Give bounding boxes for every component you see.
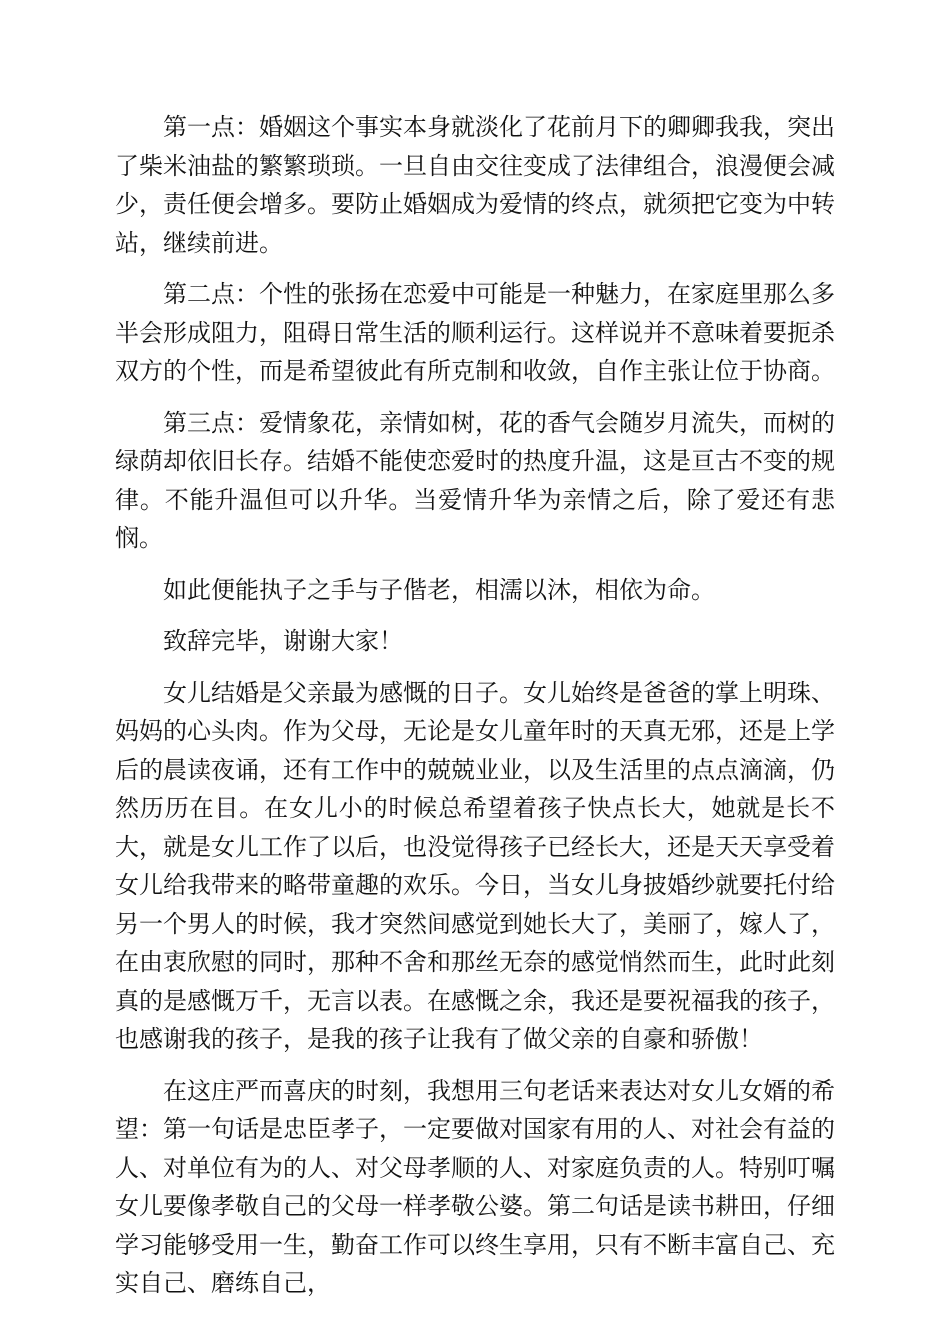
paragraph-closing: 致辞完毕，谢谢大家！	[163, 627, 403, 655]
paragraph-father-speech: 女儿结婚是父亲最为感慨的日子。女儿始终是爸爸的掌上明珠、妈妈的心头肉。作为父母，无论是女儿童年时的天真无邪，还是上学后的晨读夜诵，还有工作中的兢兢业业，以及生活里的点点滴滴，仍然历历在目。在女儿小的时候总希望着孩子快点长大，她就是长不大，就是女儿工作了以后，也没觉得孩子已经长大，还是天天享受着女儿给我带来的略带童趣的欢乐。今日，当女儿身披婚纱就要托付给另一个男人的时候，我才突然间感觉到她长大了，美丽了，嫁人了，在由衷欣慰的同时，那种不舍和那丝无奈的感觉悄然而生，此时此刻真的是感慨万千，无言以表。在感慨之余，我还是要祝福我的孩子，也感谢我的孩子，是我的孩子让我有了做父亲的自豪和骄傲！	[115, 678, 835, 1053]
paragraph-point-two: 第二点：个性的张扬在恋爱中可能是一种魅力，在家庭里那么多半会形成阻力，阻碍日常生活的顺利运行。这样说并不意味着要扼杀双方的个性，而是希望彼此有所克制和收敛，自作主张让位于协商。	[115, 280, 835, 385]
document-body	[115, 108, 835, 1303]
paragraph-point-one: 第一点：婚姻这个事实本身就淡化了花前月下的卿卿我我，突出了柴米油盐的繁繁琐琐。一旦自由交往变成了法律组合，浪漫便会减少，责任便会增多。要防止婚姻成为爱情的终点，就须把它变为中转站，继续前进。	[115, 113, 835, 257]
paragraph-point-three: 第三点：爱情象花，亲情如树，花的香气会随岁月流失，而树的绿荫却依旧长存。结婚不能使恋爱时的热度升温，这是亘古不变的规律。不能升温但可以升华。当爱情升华为亲情之后，除了爱还有悲悯。	[115, 408, 835, 552]
paragraph-blessing: 如此便能执子之手与子偕老，相濡以沐，相依为命。	[163, 575, 715, 604]
paragraph-hopes: 在这庄严而喜庆的时刻，我想用三句老话来表达对女儿女婿的希望：第一句话是忠臣孝子，一定要做对国家有用的人、对社会有益的人、对单位有为的人、对父母孝顺的人、对家庭负责的人。特别叮嘱女儿要像孝敬自己的父母一样孝敬公婆。第二句话是读书耕田，仔细学习能够受用一生，勤奋工作可以终生享用，只有不断丰富自己、充实自己、磨练自己，	[115, 1076, 835, 1297]
